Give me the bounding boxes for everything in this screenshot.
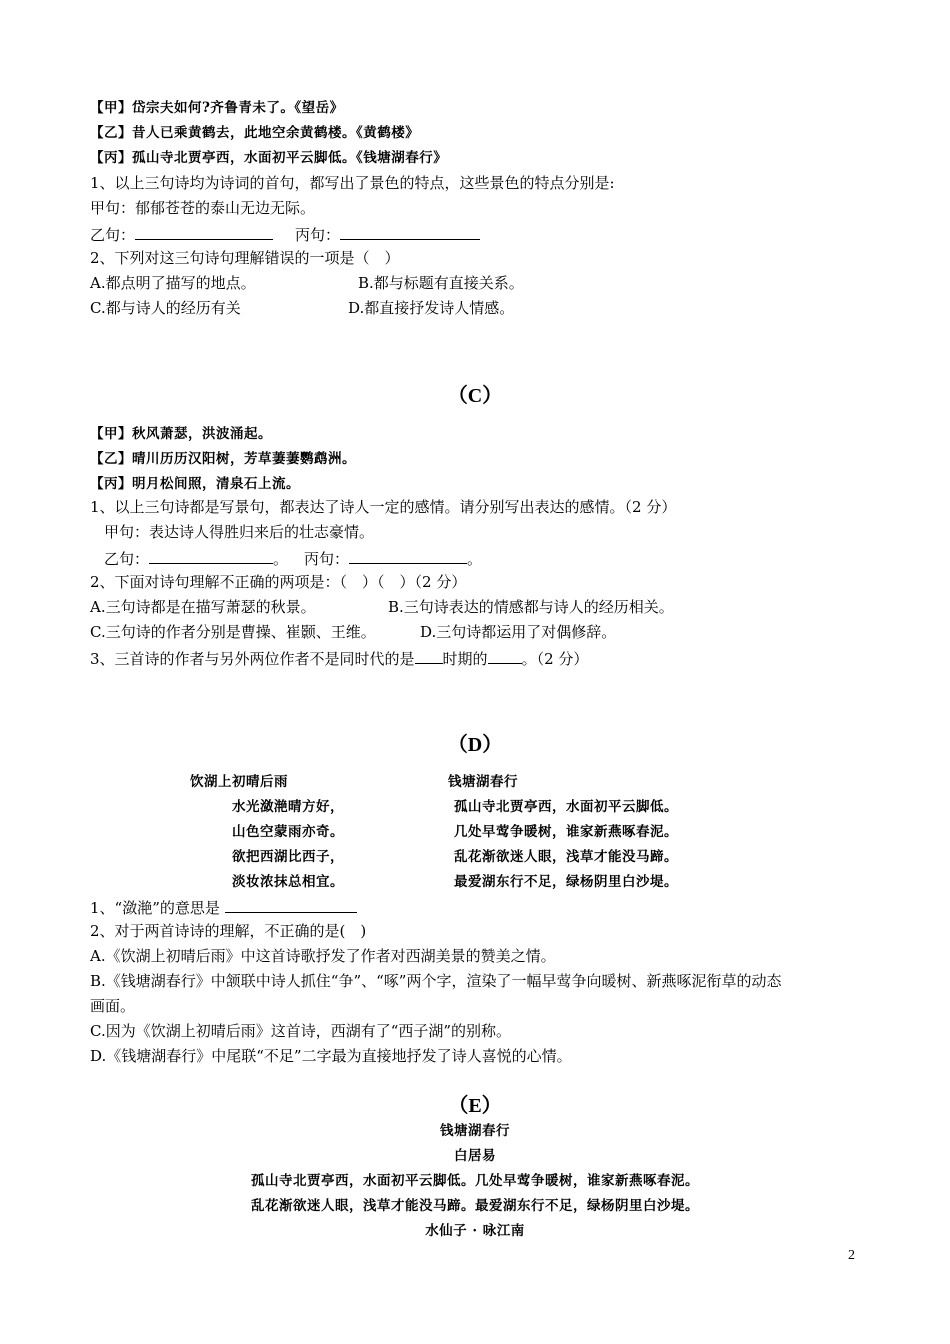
question-1-text: 1、“潋滟”的意思是 (90, 899, 220, 917)
question-1: 1、以上三句诗都是写景句，都表达了诗人一定的感情。请分别写出表达的感情。（2 分） (90, 498, 677, 516)
section-d-heading: （D） (447, 734, 503, 756)
answer-blank[interactable] (225, 896, 357, 913)
option-a: A.三句诗都是在描写萧瑟的秋景。 (90, 598, 316, 616)
question-3-part1: 3、三首诗的作者与另外两位作者不是同时代的是 (90, 650, 415, 668)
option-d: D.三句诗都运用了对偶修辞。 (420, 623, 617, 641)
answer-bing-blank[interactable] (349, 547, 467, 564)
section-c-heading: （C） (447, 385, 503, 407)
next-poem-title: 水仙子 · 咏江南 (425, 1223, 525, 1239)
question-3-part2: 时期的 (442, 650, 488, 668)
quote-yi: 【乙】晴川历历汉阳树，芳草萋萋鹦鹉洲。 (90, 451, 356, 467)
section-e-heading: （E） (448, 1095, 502, 1117)
punctuation: 。 (467, 550, 483, 568)
answer-line (90, 223, 480, 245)
answer-bing-label: 丙句： (304, 550, 350, 568)
answer-line (104, 547, 482, 569)
option-d: D.《钱塘湖春行》中尾联“不足”二字最为直接地抒发了诗人喜悦的心情。 (90, 1047, 572, 1065)
question-1 (90, 896, 357, 918)
quote-jia: 【甲】岱宗夫如何?齐鲁青未了。《望岳》 (90, 100, 344, 116)
answer-yi-blank[interactable] (149, 547, 273, 564)
poem-line: 乱花渐欲迷人眼，浅草才能没马蹄。最爱湖东行不足，绿杨阴里白沙堤。 (251, 1198, 699, 1214)
punctuation: 。 (273, 550, 289, 568)
poem1-line: 山色空蒙雨亦奇。 (232, 824, 344, 840)
answer-bing-label: 丙句： (295, 226, 341, 244)
poem2-line: 最爱湖东行不足，绿杨阴里白沙堤。 (454, 874, 678, 890)
poem1-line: 淡妆浓抹总相宜。 (232, 874, 344, 890)
option-a: A.都点明了描写的地点。 (90, 274, 256, 292)
answer-blank[interactable] (415, 647, 443, 664)
poem1-line: 水光潋滟晴方好， (232, 799, 344, 815)
option-c: C.三句诗的作者分别是曹操、崔颢、王维。 (90, 623, 376, 641)
answer-bing-blank[interactable] (340, 223, 480, 240)
question-2: 2、下面对诗句理解不正确的两项是：（ ）（ ）（2 分） (90, 573, 467, 591)
page-number: 2 (848, 1248, 855, 1263)
poem-line: 孤山寺北贾亭西，水面初平云脚低。几处早莺争暖树，谁家新燕啄春泥。 (251, 1173, 699, 1189)
option-b: B.《钱塘湖春行》中颔联中诗人抓住“争”、“啄”两个字，渲染了一幅早莺争向暖树、新燕啄泥衔草的动态 (90, 972, 782, 990)
option-b: B.都与标题有直接关系。 (358, 274, 524, 292)
option-c: C.因为《饮湖上初晴后雨》这首诗，西湖有了“西子湖”的别称。 (90, 1022, 512, 1040)
option-c: C.都与诗人的经历有关 (90, 299, 241, 317)
answer-yi-label: 乙句： (90, 226, 136, 244)
poem2-line: 孤山寺北贾亭西，水面初平云脚低。 (454, 799, 678, 815)
answer-yi-blank[interactable] (135, 223, 273, 240)
option-d: D.都直接抒发诗人情感。 (348, 299, 515, 317)
question-2: 2、对于两首诗诗的理解，不正确的是( ) (90, 922, 367, 940)
poem2-title: 钱塘湖春行 (448, 774, 518, 790)
question-3-part3: 。（2 分） (521, 650, 589, 668)
question-1: 1、以上三句诗均为诗词的首句，都写出了景色的特点，这些景色的特点分别是: (90, 174, 615, 192)
quote-yi: 【乙】昔人已乘黄鹤去，此地空余黄鹤楼。《黄鹤楼》 (90, 125, 420, 141)
answer-blank[interactable] (488, 647, 522, 664)
quote-jia: 【甲】秋风萧瑟，洪波涌起。 (90, 426, 272, 442)
poem1-line: 欲把西湖比西子， (232, 849, 344, 865)
option-b-continued: 画面。 (90, 997, 136, 1015)
answer-jia: 甲句：表达诗人得胜归来后的壮志豪情。 (104, 523, 375, 541)
answer-jia: 甲句：郁郁苍苍的泰山无边无际。 (90, 199, 316, 217)
quote-bing: 【丙】孤山寺北贾亭西，水面初平云脚低。《钱塘湖春行》 (90, 150, 448, 166)
poem2-line: 几处早莺争暖树，谁家新燕啄春泥。 (454, 824, 678, 840)
poem2-line: 乱花渐欲迷人眼，浅草才能没马蹄。 (454, 849, 678, 865)
option-a: A.《饮湖上初晴后雨》中这首诗歌抒发了作者对西湖美景的赞美之情。 (90, 947, 556, 965)
poem-title: 钱塘湖春行 (440, 1123, 510, 1139)
option-b: B.三句诗表达的情感都与诗人的经历相关。 (388, 598, 674, 616)
question-2: 2、下列对这三句诗句理解错误的一项是（ ） (90, 249, 400, 267)
question-3 (90, 647, 588, 669)
poem1-title: 饮湖上初晴后雨 (190, 774, 288, 790)
quote-bing: 【丙】明月松间照，清泉石上流。 (90, 476, 300, 492)
poem-author: 白居易 (454, 1148, 496, 1164)
answer-yi-label: 乙句： (104, 550, 150, 568)
